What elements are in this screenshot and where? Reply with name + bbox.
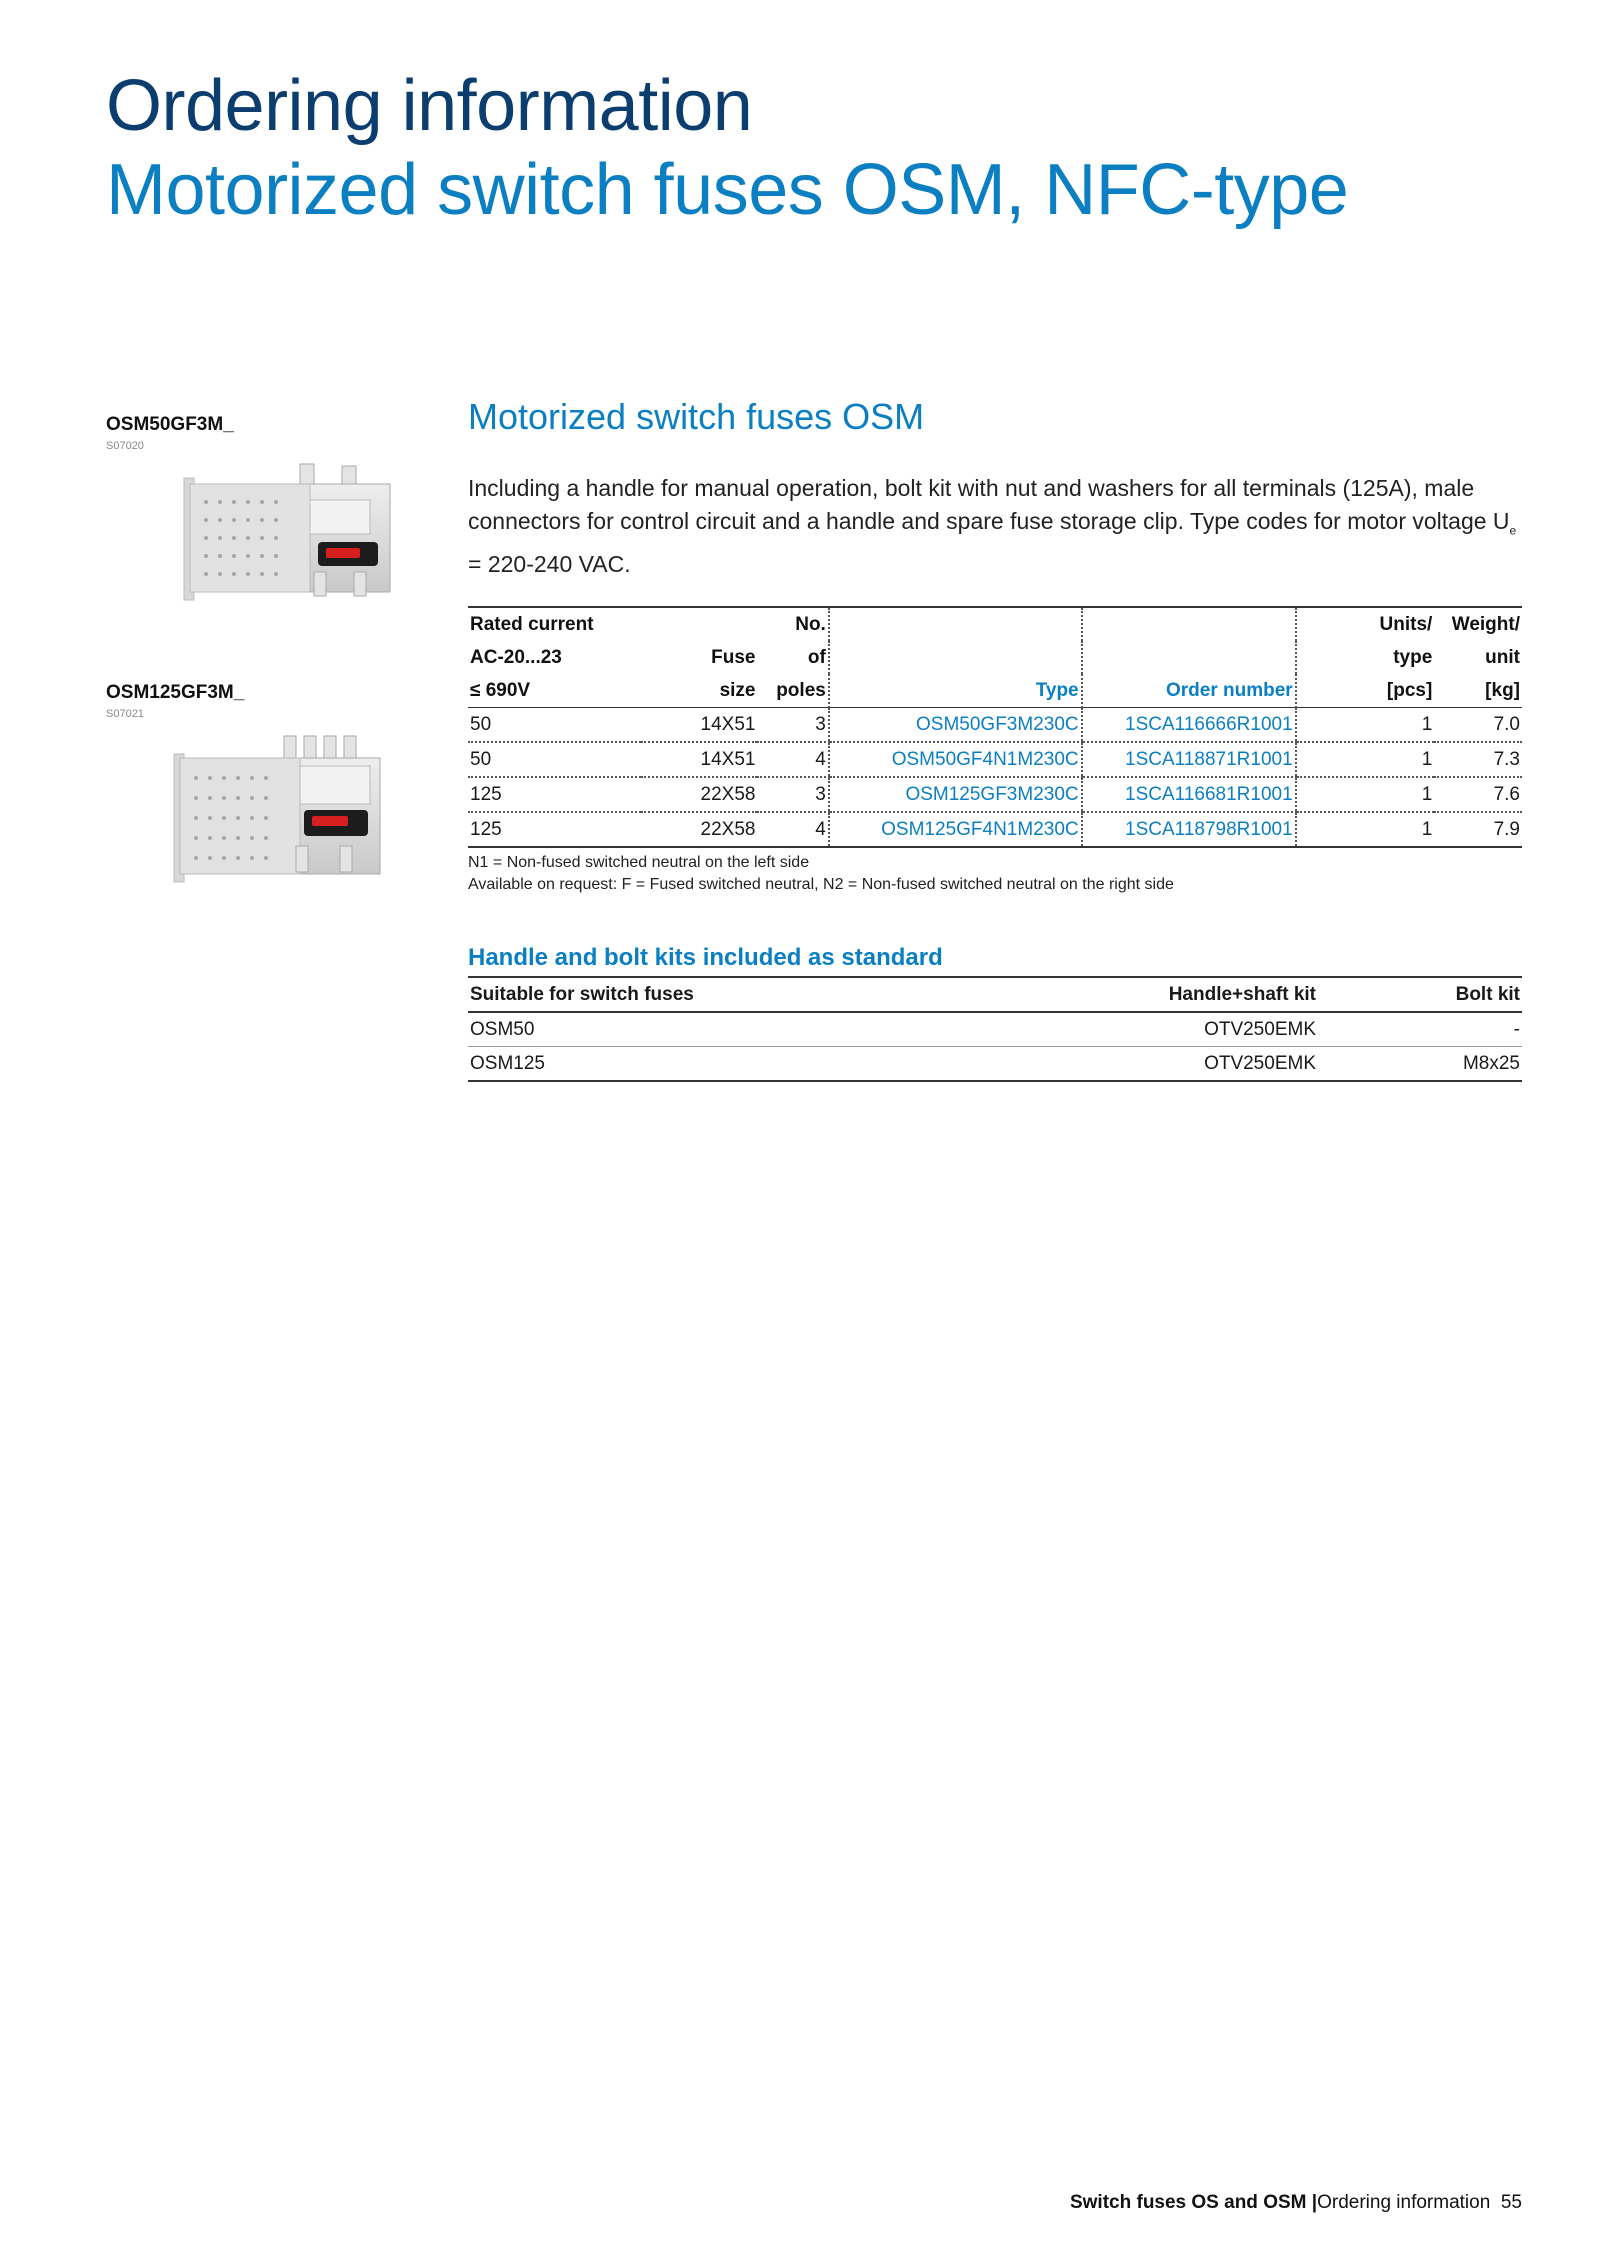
col-header-weight: Weight/ bbox=[1451, 613, 1520, 635]
cell-type: OSM125GF3M230C bbox=[829, 777, 1082, 812]
col-header-rated: Rated current bbox=[470, 613, 594, 635]
cell-units: 1 bbox=[1296, 742, 1435, 777]
table-row bbox=[468, 708, 1522, 743]
cell-weight: 7.9 bbox=[1434, 812, 1522, 847]
note-line: N1 = Non-fused switched neutral on the left side bbox=[468, 854, 810, 871]
col-header-bolt-kit: Bolt kit bbox=[1318, 977, 1522, 1012]
cell-bolt-kit: - bbox=[1318, 1012, 1522, 1047]
cell-fuse-size: 22X58 bbox=[641, 812, 757, 847]
col-header-poles: of bbox=[807, 646, 826, 668]
col-header-rated: ≤ 690V bbox=[468, 674, 641, 708]
col-header-suitable: Suitable for switch fuses bbox=[468, 977, 988, 1012]
table-row bbox=[468, 777, 1522, 812]
page-footer bbox=[1070, 2192, 1522, 2214]
note-line: Available on request: F = Fused switched neutral, N2 = Non-fused switched neutral on the right side bbox=[468, 876, 1174, 893]
cell-current: 125 bbox=[468, 777, 641, 812]
page-title: Ordering information bbox=[106, 66, 753, 146]
cell-handle-kit: OTV250EMK bbox=[988, 1012, 1318, 1047]
col-header-poles: No. bbox=[795, 613, 826, 635]
cell-order-number: 1SCA116681R1001 bbox=[1082, 777, 1296, 812]
col-header-units: [pcs] bbox=[1296, 674, 1435, 708]
cell-weight: 7.0 bbox=[1434, 708, 1522, 743]
footer-chapter: Ordering information bbox=[1317, 2192, 1491, 2213]
cell-units: 1 bbox=[1296, 708, 1435, 743]
cell-units: 1 bbox=[1296, 777, 1435, 812]
cell-current: 125 bbox=[468, 812, 641, 847]
col-header-units: type bbox=[1296, 641, 1435, 674]
footer-separator: | bbox=[1311, 2192, 1318, 2213]
table-row bbox=[468, 1012, 1522, 1047]
cell-weight: 7.6 bbox=[1434, 777, 1522, 812]
col-header-type: Type bbox=[829, 674, 1082, 708]
col-header-rated: AC-20...23 bbox=[470, 646, 562, 668]
cell-type: OSM50GF3M230C bbox=[829, 708, 1082, 743]
cell-poles: 3 bbox=[757, 708, 828, 743]
cell-poles: 3 bbox=[757, 777, 828, 812]
cell-current: 50 bbox=[468, 708, 641, 743]
col-header-units: Units/ bbox=[1296, 607, 1435, 641]
product-label: OSM125GF3M_ bbox=[106, 682, 245, 703]
ordering-table bbox=[468, 606, 1522, 848]
kits-table bbox=[468, 976, 1522, 1082]
col-header-fuse: Fuse bbox=[711, 646, 756, 668]
col-header-weight: unit bbox=[1485, 646, 1520, 668]
table-row bbox=[468, 1047, 1522, 1082]
cell-fuse-size: 14X51 bbox=[641, 708, 757, 743]
col-header-handle-kit: Handle+shaft kit bbox=[988, 977, 1318, 1012]
table-row bbox=[468, 812, 1522, 847]
switch-fuse-image bbox=[164, 730, 394, 890]
cell-poles: 4 bbox=[757, 742, 828, 777]
product-image-code: S07021 bbox=[106, 708, 144, 720]
product-image-code: S07020 bbox=[106, 440, 144, 452]
page-subtitle: Motorized switch fuses OSM, NFC-type bbox=[106, 150, 1349, 230]
switch-fuse-image bbox=[176, 460, 406, 608]
kits-title: Handle and bolt kits included as standard bbox=[468, 944, 943, 971]
col-header-order-number: Order number bbox=[1082, 674, 1296, 708]
cell-poles: 4 bbox=[757, 812, 828, 847]
table-row bbox=[468, 742, 1522, 777]
cell-order-number: 1SCA118871R1001 bbox=[1082, 742, 1296, 777]
cell-type: OSM50GF4N1M230C bbox=[829, 742, 1082, 777]
cell-fuse-size: 14X51 bbox=[641, 742, 757, 777]
cell-order-number: 1SCA116666R1001 bbox=[1082, 708, 1296, 743]
cell-suitable: OSM50 bbox=[468, 1012, 988, 1047]
intro-paragraph: Including a handle for manual operation, bolt kit with nut and washers for all terminals (125A), male connectors for control circuit and a handle and spare fuse storage clip. Type codes for motor voltage $U_e = 220-240$ VAC. bbox=[468, 475, 1517, 577]
col-header-poles: poles bbox=[757, 674, 828, 708]
product-label: OSM50GF3M_ bbox=[106, 414, 234, 435]
table-notes bbox=[468, 852, 1174, 896]
cell-weight: 7.3 bbox=[1434, 742, 1522, 777]
col-header-weight: [kg] bbox=[1434, 674, 1522, 708]
cell-units: 1 bbox=[1296, 812, 1435, 847]
cell-current: 50 bbox=[468, 742, 641, 777]
footer-section: Switch fuses OS and OSM bbox=[1069, 2192, 1307, 2213]
section-title: Motorized switch fuses OSM bbox=[468, 396, 925, 437]
cell-order-number: 1SCA118798R1001 bbox=[1082, 812, 1296, 847]
cell-suitable: OSM125 bbox=[468, 1047, 988, 1082]
col-header-fuse: size bbox=[641, 674, 757, 708]
cell-type: OSM125GF4N1M230C bbox=[829, 812, 1082, 847]
page-number: 55 bbox=[1500, 2192, 1522, 2213]
cell-fuse-size: 22X58 bbox=[641, 777, 757, 812]
cell-handle-kit: OTV250EMK bbox=[988, 1047, 1318, 1082]
cell-bolt-kit: M8x25 bbox=[1318, 1047, 1522, 1082]
